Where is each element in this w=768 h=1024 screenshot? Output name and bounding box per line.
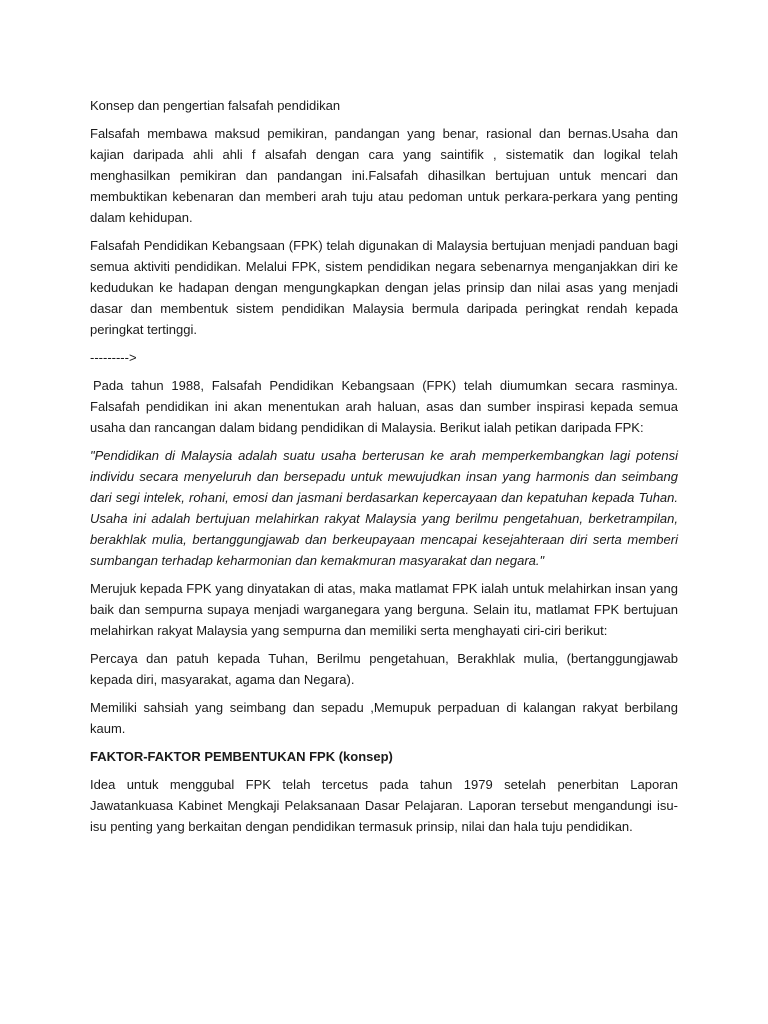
- fpk-quote: "Pendidikan di Malaysia adalah suatu usaha berterusan ke arah memperkembangkan lagi potensi individu secara menyeluruh dan bersepadu untuk mewujudkan insan yang harmonis dan seimbang dari segi intelek, rohani, emosi dan jasmani berdasarkan kepercayaan dan kepatuhan kepada Tuhan. Usaha ini adalah bertujuan melahirkan rakyat Malaysia yang berilmu pengetahuan, berketrampilan, berakhlak mulia, bertanggungjawab dan berkeupayaan mencapai kesejahteraan diri serta memberi sumbangan terhadap keharmonian dan kemakmuran masyarakat dan negara.": [90, 448, 678, 568]
- paragraph-fpk-goals: Merujuk kepada FPK yang dinyatakan di atas, maka matlamat FPK ialah untuk melahirkan insan yang baik dan sempurna supaya menjadi warganegara yang berguna. Selain itu, matlamat FPK bertujuan melahirkan rakyat Malaysia yang sempurna dan memiliki serta menghayati ciri-ciri berikut:: [90, 581, 678, 638]
- paragraph-traits-2: Memiliki sahsiah yang seimbang dan sepadu ,Memupuk perpaduan di kalangan rakyat berbilang kaum.: [90, 700, 678, 736]
- paragraph-faktor-idea: Idea untuk menggubal FPK telah tercetus pada tahun 1979 setelah penerbitan Laporan Jawatankuasa Kabinet Mengkaji Pelaksanaan Dasar Pelajaran. Laporan tersebut mengandungi isu-isu penting yang berkaitan dengan pendidikan termasuk prinsip, nilai dan hala tuju pendidikan.: [90, 777, 678, 834]
- arrow-separator: --------->: [90, 350, 137, 365]
- paragraph-falsafah-definition: Falsafah membawa maksud pemikiran, pandangan yang benar, rasional dan bernas.Usaha dan kajian daripada ahli ahli f alsafah dengan cara yang saintifik , sistematik dan logikal telah menghasilkan pemikiran dan pandangan ini.Falsafah dihasilkan bertujuan untuk mencari dan membuktikan kebenaran dan memberi arah tuju atau pedoman untuk perkara-perkara yang penting dalam kehidupan.: [90, 126, 678, 225]
- section-heading-faktor: FAKTOR-FAKTOR PEMBENTUKAN FPK (konsep): [90, 749, 393, 764]
- paragraph-fpk-1988: Pada tahun 1988, Falsafah Pendidikan Kebangsaan (FPK) telah diumumkan secara rasminya. Falsafah pendidikan ini akan menentukan arah haluan, asas dan sumber inspirasi kepada semua usaha dan rancangan dalam bidang pendidikan di Malaysia. Berikut ialah petikan daripada FPK:: [90, 378, 678, 435]
- paragraph-fpk-purpose: Falsafah Pendidikan Kebangsaan (FPK) telah digunakan di Malaysia bertujuan menjadi panduan bagi semua aktiviti pendidikan. Melalui FPK, sistem pendidikan negara sebenarnya menganjakkan diri ke kedudukan ke hadapan dengan mengungkapkan dengan jelas prinsip dan nilai asas yang menjadi dasar dan membentuk sistem pendidikan Malaysia bermula daripada peringkat rendah kepada peringkat tertinggi.: [90, 238, 678, 337]
- document-title: Konsep dan pengertian falsafah pendidikan: [90, 98, 341, 113]
- paragraph-traits-1: Percaya dan patuh kepada Tuhan, Berilmu pengetahuan, Berakhlak mulia, (bertanggungjawab kepada diri, masyarakat, agama dan Negara).: [90, 651, 678, 687]
